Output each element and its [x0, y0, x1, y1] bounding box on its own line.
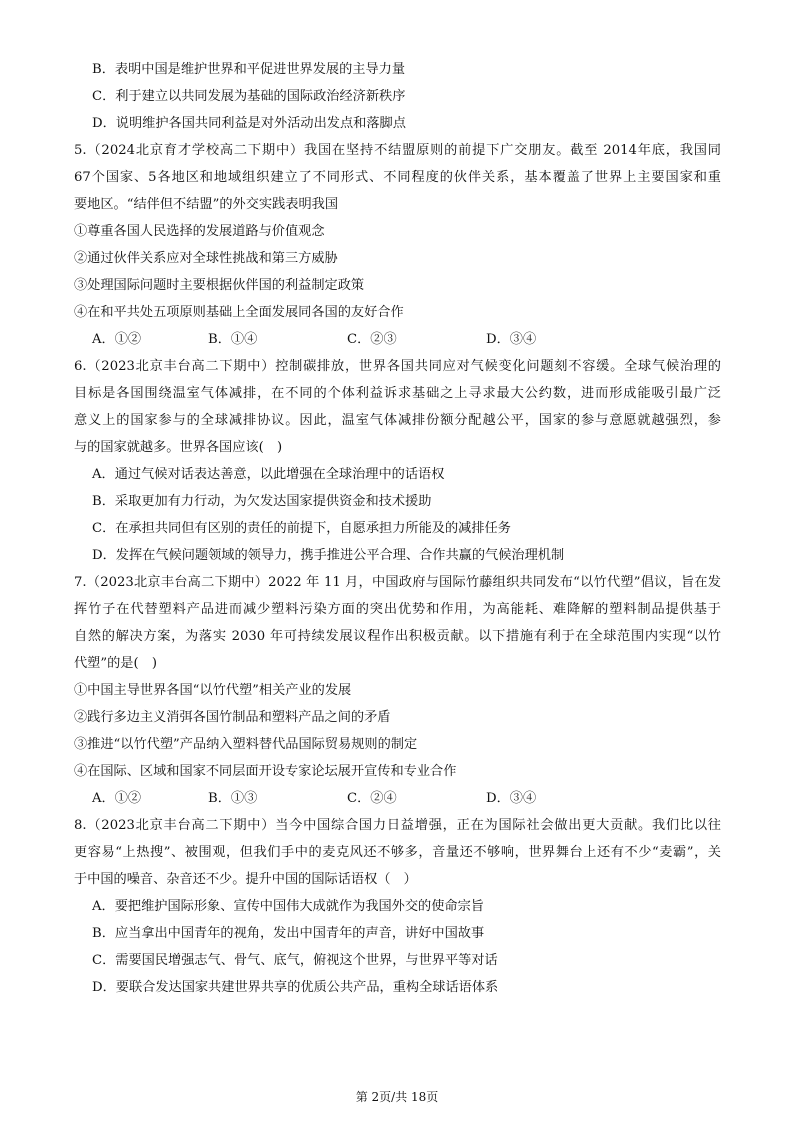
q5-item: ②通过伙伴关系应对全球性挑战和第三方威胁 — [74, 251, 338, 266]
q7-item: ③推进“以竹代塑”产品纳入塑料替代品国际贸易规则的制定 — [74, 737, 418, 752]
q4-option-b: B．表明中国是维护世界和平促进世界发展的主导力量 — [92, 62, 406, 77]
q5-stem-line: 要地区。“结伴但不结盟”的外交实践表明我国 — [74, 197, 339, 212]
q8-option-c: C．需要国民增强志气、骨气、底气，俯视这个世界，与世界平等对话 — [92, 953, 498, 968]
q7-stem-line: 自然的解决方案，为落实 2030 年可持续发展议程作出积极贡献。以下措施有利于在全球范围内实现“以竹 — [74, 629, 721, 644]
q8-stem-line: 更容易“上热搜”、被围观，但我们手中的麦克风还不够多，音量还不够响，世界舞台上还有不少“麦霸”，关 — [74, 845, 721, 860]
q7-stem-line: 7.（2023北京丰台高二下期中）2022 年 11 月，中国政府与国际竹藤组织共同发布“以竹代塑”倡议，旨在发 — [74, 575, 721, 590]
q5-option-a: A．①② — [92, 332, 142, 347]
q7-option-d: D．③④ — [486, 791, 537, 806]
q6-option-b: B．采取更加有力行动，为欠发达国家提供资金和技术援助 — [92, 494, 432, 509]
q5-option-d: D．③④ — [486, 332, 537, 347]
q6-stem-line: 目标是各国围绕温室气体减排，在不同的个体利益诉求基础之上寻求最大公约数，进而形成能吸引最广泛 — [74, 386, 721, 401]
q6-option-a: A．通过气候对话表达善意，以此增强在全球治理中的话语权 — [92, 467, 445, 482]
q5-option-c: C．②③ — [347, 332, 397, 347]
q7-item: ①中国主导世界各国“以竹代塑”相关产业的发展 — [74, 683, 352, 698]
q7-item: ④在国际、区域和国家不同层面开设专家论坛展开宣传和专业合作 — [74, 764, 457, 779]
q6-option-d: D．发挥在气候问题领域的领导力，携手推进公平合理、合作共赢的气候治理机制 — [92, 548, 565, 563]
q7-option-b: B．①③ — [208, 791, 258, 806]
q7-option-a: A．①② — [92, 791, 142, 806]
q8-option-d: D．要联合发达国家共建世界共享的优质公共产品，重构全球话语体系 — [92, 980, 499, 995]
q8-stem-line: 8.（2023北京丰台高二下期中）当今中国综合国力日益增强，正在为国际社会做出更大贡献。我们比以往 — [74, 818, 721, 833]
q7-option-c: C．②④ — [347, 791, 397, 806]
q6-stem-line: 意义上的国家参与的全球减排协议。因此，温室气体减排份额分配越公平，国家的参与意愿就越强烈，参 — [74, 413, 721, 428]
q8-option-b: B．应当拿出中国青年的视角，发出中国青年的声音，讲好中国故事 — [92, 926, 485, 941]
q8-option-a: A．要把维护国际形象、宣传中国伟大成就作为我国外交的使命宗旨 — [92, 899, 484, 914]
q8-stem-line: 于中国的噪音、杂音还不少。提升中国的国际话语权（ ） — [74, 872, 417, 887]
q6-option-c: C．在承担共同但有区别的责任的前提下，自愿承担力所能及的减排任务 — [92, 521, 511, 536]
q5-item: ④在和平共处五项原则基础上全面发展同各国的友好合作 — [74, 305, 404, 320]
q5-item: ①尊重各国人民选择的发展道路与价值观念 — [74, 224, 325, 239]
q5-options — [92, 330, 652, 350]
q6-stem-line: 与的国家就越多。世界各国应该( ) — [74, 440, 283, 455]
q5-stem-line: 5.（2024北京育才学校高二下期中）我国在坚持不结盟原则的前提下广交朋友。截至 2014年底，我国同 — [74, 143, 721, 158]
q4-option-c: C．利于建立以共同发展为基础的国际政治经济新秩序 — [92, 89, 406, 104]
q5-item: ③处理国际问题时主要根据伙伴国的利益制定政策 — [74, 278, 365, 293]
q4-option-d: D．说明维护各国共同利益是对外活动出发点和落脚点 — [92, 116, 406, 131]
q6-stem-line: 6.（2023北京丰台高二下期中）控制碳排放，世界各国共同应对气候变化问题刻不容缓。全球气候治理的 — [74, 359, 721, 374]
q7-stem-line: 挥竹子在代替塑料产品进而减少塑料污染方面的突出优势和作用，为高能耗、难降解的塑料制品提供基于 — [74, 602, 721, 617]
page-footer: 第 2页/共 18页 — [355, 1090, 439, 1104]
q7-item: ②践行多边主义消弭各国竹制品和塑料产品之间的矛盾 — [74, 710, 391, 725]
q7-options — [92, 789, 652, 809]
q5-stem-line: 67个国家、5各地区和地域组织建立了不同形式、不同程度的伙伴关系，基本覆盖了世界上主要国家和重 — [74, 170, 721, 185]
q7-stem-line: 代塑”的是( ) — [74, 656, 157, 671]
q5-option-b: B．①④ — [208, 332, 258, 347]
